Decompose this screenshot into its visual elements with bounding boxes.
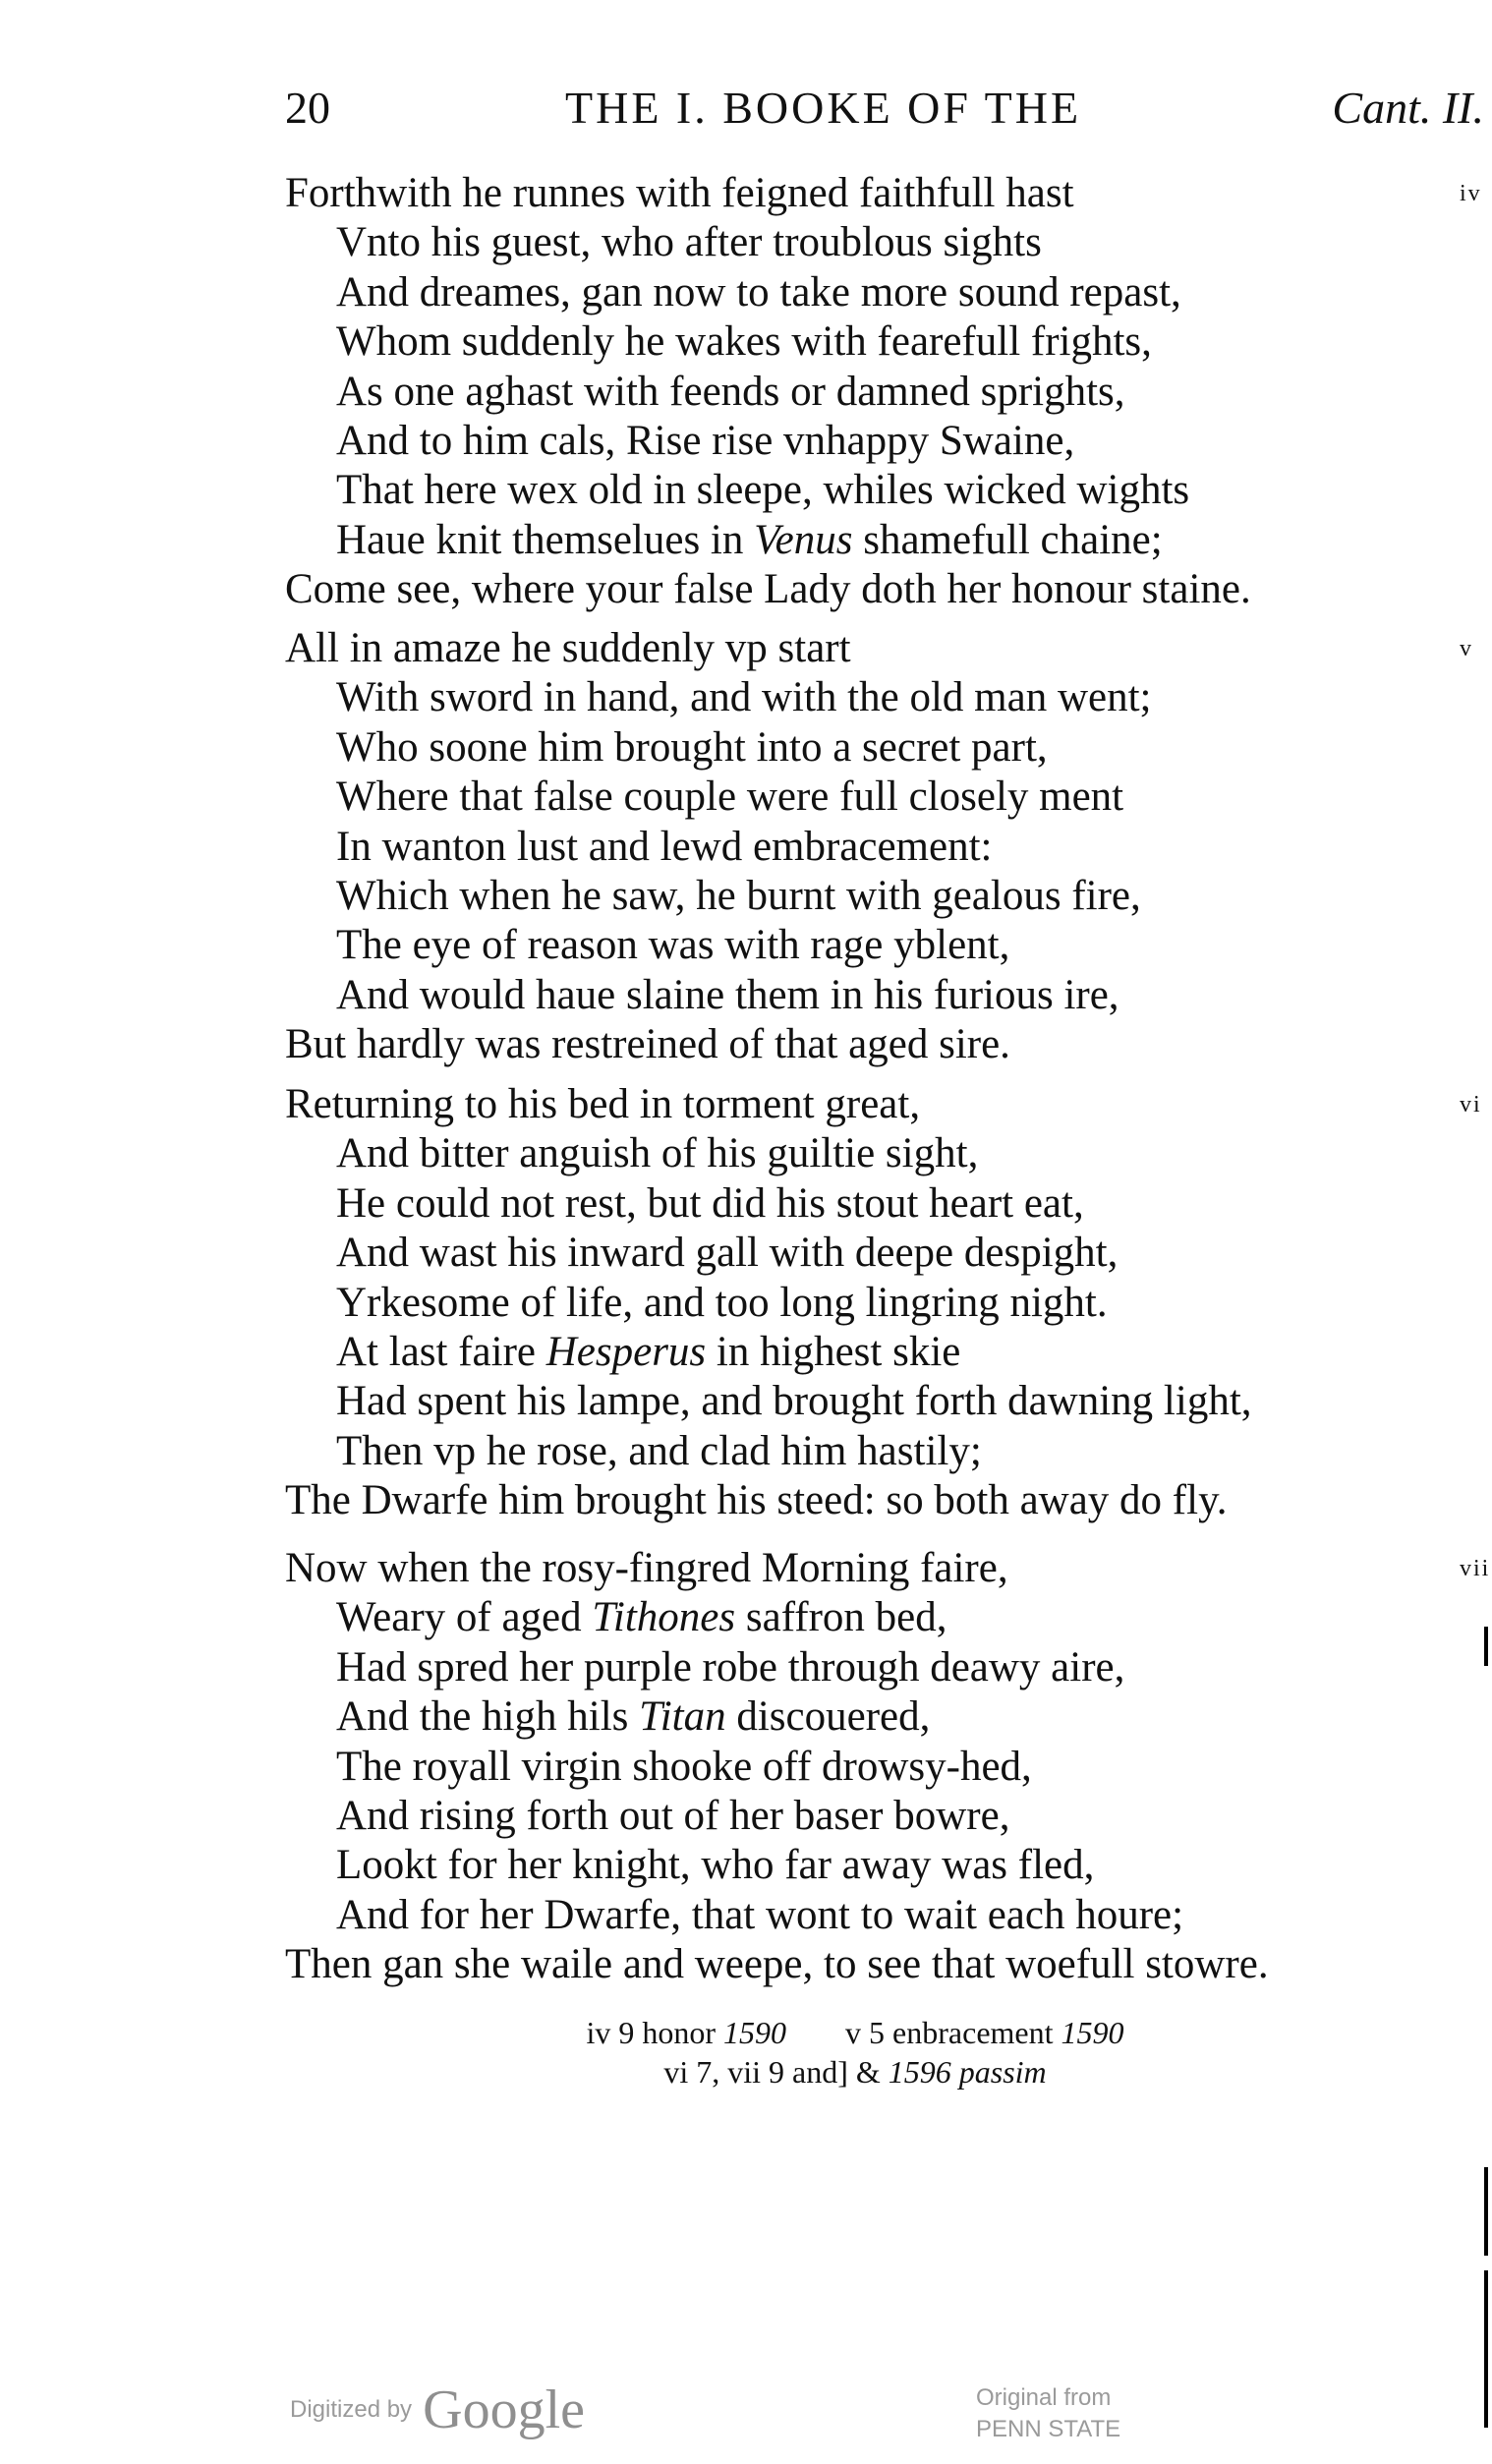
verse-line — [285, 466, 1464, 515]
stanza-iv — [285, 169, 1482, 615]
verse-line — [285, 1377, 1464, 1426]
verse-text: Forthwith he runnes with feigned faithfull hast — [285, 170, 1074, 216]
verse-text: Had spred her purple robe through deawy aire, — [336, 1643, 1125, 1690]
verse-text: Yrkesome of life, and too long lingring night. — [336, 1279, 1108, 1326]
original-from-block — [976, 2382, 1120, 2445]
stanza-number: iv — [1460, 181, 1482, 206]
stanza-number: vi — [1460, 1092, 1482, 1117]
verse-text: Which when he saw, he burnt with gealous fire, — [336, 872, 1141, 919]
note-line-1 — [285, 2013, 1425, 2052]
running-title: THE I. BOOKE OF THE — [565, 83, 1082, 133]
verse-text: Where that false couple were full closely ment — [336, 774, 1124, 821]
verse-text: Who soone him brought into a secret part, — [336, 723, 1048, 771]
institution-label: PENN STATE — [976, 2416, 1121, 2442]
verse-line — [285, 1643, 1464, 1692]
verse-line — [285, 773, 1464, 822]
verse-line — [285, 565, 1464, 614]
verse-text: All in amaze he suddenly vp start — [285, 625, 851, 671]
verse-line — [285, 971, 1464, 1020]
verse-line — [285, 624, 1473, 673]
italic-name: Venus — [754, 516, 853, 563]
verse-text: Lookt for her knight, who far away was fled, — [336, 1842, 1095, 1889]
note-line-2 — [285, 2052, 1425, 2092]
verse-line — [285, 872, 1464, 921]
verse-text: The Dwarfe him brought his steed: so both away do fly. — [285, 1477, 1228, 1524]
verse-text: saffron bed, — [735, 1594, 947, 1641]
verse-line — [285, 1792, 1464, 1841]
italic-name: Titan — [639, 1693, 726, 1741]
verse-line — [285, 1841, 1464, 1890]
verse-text: The eye of reason was with rage yblent, — [336, 922, 1010, 969]
verse-text: At last faire — [336, 1328, 546, 1375]
verse-text: And rising forth out of her baser bowre, — [336, 1792, 1010, 1839]
verse-text: The royall virgin shooke off drowsy-hed, — [336, 1743, 1032, 1790]
digitized-by-google — [290, 2378, 585, 2447]
verse-line — [285, 723, 1464, 773]
verse-text: And wast his inward gall with deepe despight, — [336, 1230, 1119, 1277]
verse-line — [285, 1427, 1464, 1476]
stanza-vi — [285, 1080, 1482, 1526]
verse-line — [285, 1743, 1464, 1792]
verse-line — [285, 516, 1464, 565]
note-iv-9: iv 9 honor 1590 — [586, 2015, 787, 2050]
verse-line — [285, 1129, 1464, 1178]
verse-line — [285, 1080, 1482, 1129]
stanza-number: v — [1460, 636, 1473, 661]
original-from-label: Original from — [976, 2384, 1112, 2411]
verse-line — [285, 268, 1464, 317]
verse-line — [285, 1179, 1464, 1229]
verse-line — [285, 1020, 1464, 1069]
verse-line — [285, 823, 1464, 872]
verse-text: Come see, where your false Lady doth her honour staine. — [285, 566, 1251, 613]
verse-text: discouered, — [725, 1693, 931, 1741]
verse-text: Weary of aged — [336, 1594, 593, 1641]
verse-text: And for her Dwarfe, that wont to wait each houre; — [336, 1891, 1184, 1938]
verse-text: In wanton lust and lewd embracement: — [336, 823, 993, 870]
stanza-number: vii — [1460, 1556, 1491, 1581]
verse-line — [285, 1544, 1491, 1593]
running-header — [285, 79, 1484, 138]
margin-mark — [1484, 1627, 1488, 1666]
note-vi-7: vi 7, vii 9 and] & 1596 passim — [663, 2054, 1047, 2090]
italic-name: Tithones — [592, 1594, 736, 1641]
verse-text: And the high hils — [336, 1693, 640, 1741]
margin-mark — [1484, 2270, 1488, 2428]
note-v-5: v 5 enbracement 1590 — [845, 2015, 1124, 2050]
stanza-vii — [285, 1544, 1491, 1990]
verse-line — [285, 1328, 1464, 1377]
verse-line — [285, 218, 1464, 267]
verse-line — [285, 1279, 1464, 1328]
verse-text: Now when the rosy-fingred Morning faire, — [285, 1545, 1008, 1591]
verse-text: With sword in hand, and with the old man went; — [336, 674, 1152, 721]
verse-line — [285, 1692, 1464, 1742]
verse-text: But hardly was restreined of that aged sire. — [285, 1021, 1010, 1068]
verse-line — [285, 1229, 1464, 1278]
verse-text: Then gan she waile and weepe, to see that woefull stowre. — [285, 1941, 1269, 1988]
verse-line — [285, 673, 1464, 722]
verse-line — [285, 1593, 1464, 1642]
margin-mark — [1484, 2167, 1488, 2256]
verse-line — [285, 921, 1464, 970]
verse-line — [285, 169, 1482, 218]
verse-text: He could not rest, but did his stout heart eat, — [336, 1179, 1084, 1227]
verse-text: And bitter anguish of his guiltie sight, — [336, 1130, 979, 1177]
google-logo: Google — [423, 2379, 586, 2440]
verse-text: As one aghast with feends or damned sprights, — [336, 368, 1125, 415]
stanza-v — [285, 624, 1473, 1070]
canto-label: Cant. II. — [1332, 83, 1484, 133]
verse-line — [285, 1940, 1464, 1989]
verse-line — [285, 1891, 1464, 1940]
italic-name: Hesperus — [545, 1328, 707, 1375]
verse-text: Had spent his lampe, and brought forth dawning light, — [336, 1378, 1252, 1425]
verse-text: Then vp he rose, and clad him hastily; — [336, 1427, 982, 1474]
verse-line — [285, 368, 1464, 417]
verse-text: shamefull chaine; — [852, 516, 1163, 563]
verse-text: Haue knit themselues in — [336, 516, 755, 563]
verse-text: And to him cals, Rise rise vnhappy Swaine, — [336, 417, 1075, 464]
verse-line — [285, 1476, 1464, 1525]
textual-notes — [285, 2013, 1425, 2092]
verse-text: in highest skie — [706, 1328, 961, 1375]
verse-text: And dreames, gan now to take more sound repast, — [336, 268, 1181, 315]
verse-text: Vnto his guest, who after troublous sights — [336, 219, 1042, 266]
verse-line — [285, 317, 1464, 367]
verse-text: Whom suddenly he wakes with fearefull frights, — [336, 318, 1152, 366]
digitized-by-label: Digitized by — [290, 2396, 413, 2423]
verse-text: And would haue slaine them in his furious ire, — [336, 971, 1119, 1018]
verse-text: Returning to his bed in torment great, — [285, 1081, 921, 1127]
page-number: 20 — [285, 83, 330, 133]
verse-line — [285, 417, 1464, 466]
verse-text: That here wex old in sleepe, whiles wicked wights — [336, 467, 1190, 514]
